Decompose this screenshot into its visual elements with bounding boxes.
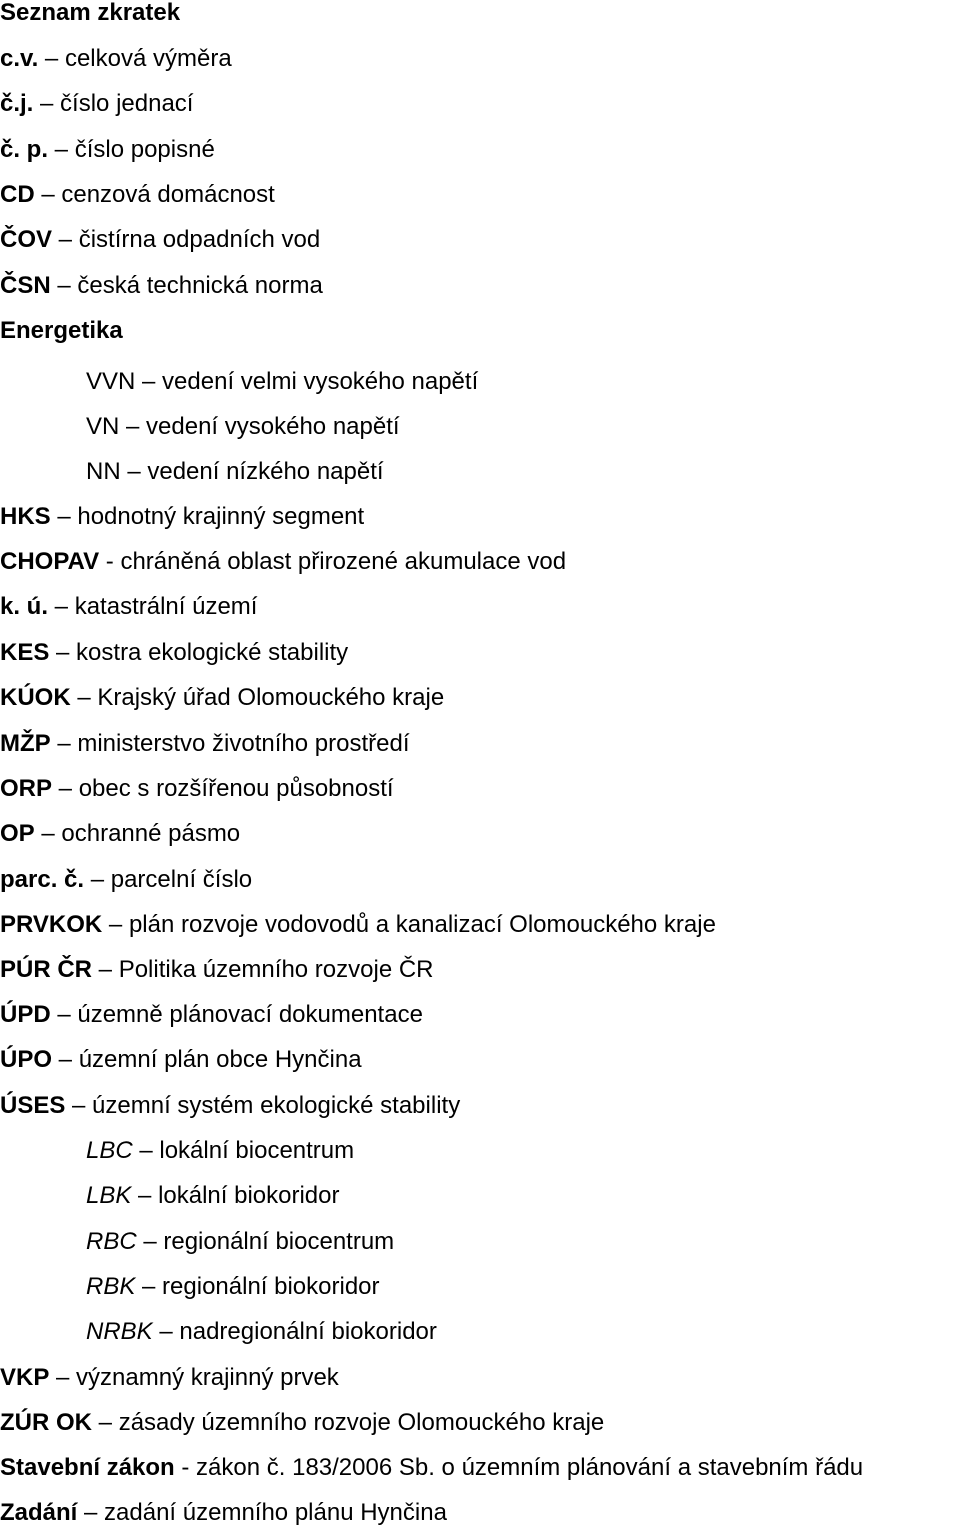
abbreviation-separator: – xyxy=(33,90,61,117)
abbreviation-separator: – xyxy=(120,458,148,485)
abbreviation-definition: čistírna odpadních vod xyxy=(78,226,321,253)
abbreviation-term: PÚR ČR xyxy=(0,956,93,983)
abbreviation-separator: – xyxy=(119,413,147,440)
abbreviation-definition: zadání územního plánu Hynčina xyxy=(104,1499,447,1526)
abbreviation-row xyxy=(86,1182,340,1210)
abbreviation-term: CD xyxy=(0,181,35,208)
abbreviation-term: Stavební zákon xyxy=(0,1454,175,1481)
abbreviation-definition: Krajský úřad Olomouckého kraje xyxy=(97,684,445,711)
abbreviation-row xyxy=(0,1499,447,1527)
page-title: Seznam zkratek xyxy=(0,0,181,26)
abbreviation-row xyxy=(0,1454,863,1482)
abbreviation-separator: – xyxy=(92,1409,119,1436)
abbreviation-separator: – xyxy=(52,1046,79,1073)
abbreviation-term: č. p. xyxy=(0,136,49,163)
abbreviation-definition: regionální biokoridor xyxy=(162,1273,380,1300)
abbreviation-separator: – xyxy=(52,775,79,802)
abbreviation-row xyxy=(86,368,478,396)
abbreviation-definition: vedení nízkého napětí xyxy=(147,458,384,485)
abbreviation-term: CHOPAV xyxy=(0,548,100,575)
abbreviation-row xyxy=(0,90,193,118)
abbreviation-separator: - xyxy=(99,548,121,575)
abbreviation-row xyxy=(86,1318,437,1346)
abbreviation-term: NN xyxy=(86,458,121,485)
abbreviation-row xyxy=(0,1001,423,1029)
abbreviation-definition: územní plán obce Hynčina xyxy=(78,1046,362,1073)
abbreviation-row xyxy=(0,775,394,803)
abbreviation-separator: – xyxy=(52,226,79,253)
abbreviation-term: ČSN xyxy=(0,272,51,299)
abbreviation-separator: – xyxy=(50,730,78,757)
abbreviation-definition: česká technická norma xyxy=(77,272,323,299)
abbreviation-term: ÚPO xyxy=(0,1046,53,1073)
abbreviation-definition: ochranné pásmo xyxy=(61,820,241,847)
abbreviation-row xyxy=(86,1273,380,1301)
abbreviation-separator: – xyxy=(92,956,119,983)
abbreviation-term: LBC xyxy=(86,1137,133,1164)
abbreviation-definition: plán rozvoje vodovodů a kanalizací Olomouckého kraje xyxy=(128,911,716,938)
abbreviation-row xyxy=(86,1228,394,1256)
abbreviation-separator: – xyxy=(50,1001,78,1028)
abbreviation-row xyxy=(0,503,364,531)
abbreviation-term: OP xyxy=(0,820,35,847)
abbreviation-row xyxy=(0,548,566,576)
abbreviation-separator: – xyxy=(70,684,98,711)
abbreviation-term: VVN xyxy=(86,368,136,395)
abbreviation-definition: zákon č. 183/2006 Sb. o územním plánování a stavebním řádu xyxy=(196,1454,864,1481)
abbreviation-definition: vedení vysokého napětí xyxy=(146,413,400,440)
abbreviation-term: KÚOK xyxy=(0,684,71,711)
abbreviation-definition: číslo popisné xyxy=(74,136,215,163)
abbreviation-term: ČOV xyxy=(0,226,53,253)
abbreviation-row xyxy=(86,1137,354,1165)
abbreviation-row xyxy=(0,684,444,712)
abbreviation-term: Zadání xyxy=(0,1499,78,1526)
abbreviation-term: PRVKOK xyxy=(0,911,103,938)
abbreviation-row xyxy=(0,639,348,667)
abbreviation-definition: ministerstvo životního prostředí xyxy=(77,730,410,757)
abbreviation-term: MŽP xyxy=(0,730,51,757)
abbreviation-separator: – xyxy=(65,1092,93,1119)
abbreviation-separator: – xyxy=(84,866,111,893)
abbreviation-separator: – xyxy=(132,1137,160,1164)
abbreviation-term: č.j. xyxy=(0,90,34,117)
abbreviation-row xyxy=(0,317,123,345)
abbreviation-row xyxy=(0,866,252,894)
abbreviation-definition: územně plánovací dokumentace xyxy=(77,1001,423,1028)
abbreviation-separator: – xyxy=(38,45,65,72)
abbreviation-row xyxy=(0,730,410,758)
abbreviation-definition: hodnotný krajinný segment xyxy=(77,503,365,530)
abbreviation-definition: chráněná oblast přirozené akumulace vod xyxy=(120,548,567,575)
abbreviation-term: Energetika xyxy=(0,317,123,344)
abbreviation-separator: – xyxy=(102,911,129,938)
abbreviation-row xyxy=(0,1046,362,1074)
abbreviation-separator: – xyxy=(77,1499,105,1526)
abbreviation-definition: významný krajinný prvek xyxy=(76,1364,339,1391)
abbreviation-term: RBK xyxy=(86,1273,136,1300)
abbreviation-separator: – xyxy=(135,1273,163,1300)
abbreviation-definition: číslo jednací xyxy=(60,90,194,117)
abbreviation-term: ÚSES xyxy=(0,1092,66,1119)
abbreviation-term: k. ú. xyxy=(0,593,49,620)
abbreviation-definition: zásady územního rozvoje Olomouckého kraje xyxy=(118,1409,605,1436)
abbreviation-separator: – xyxy=(49,1364,77,1391)
abbreviation-separator: – xyxy=(34,181,62,208)
abbreviation-row xyxy=(0,820,240,848)
abbreviation-definition: územní systém ekologické stability xyxy=(92,1092,461,1119)
abbreviation-separator: – xyxy=(48,136,75,163)
abbreviation-definition: kostra ekologické stability xyxy=(76,639,349,666)
abbreviation-separator: – xyxy=(50,503,78,530)
abbreviation-definition: Politika územního rozvoje ČR xyxy=(118,956,434,983)
abbreviation-term: RBC xyxy=(86,1228,137,1255)
abbreviation-row xyxy=(0,956,434,984)
abbreviation-separator: – xyxy=(49,639,77,666)
abbreviation-term: VKP xyxy=(0,1364,50,1391)
abbreviation-definition: lokální biokoridor xyxy=(158,1182,340,1209)
abbreviation-definition: katastrální území xyxy=(74,593,258,620)
abbreviation-separator: – xyxy=(50,272,78,299)
abbreviation-separator: – xyxy=(34,820,62,847)
abbreviation-definition: regionální biocentrum xyxy=(163,1228,395,1255)
abbreviation-term: KES xyxy=(0,639,50,666)
abbreviation-definition: obec s rozšířenou působností xyxy=(78,775,394,802)
abbreviation-row xyxy=(0,911,716,939)
abbreviation-term: VN xyxy=(86,413,120,440)
abbreviation-definition: vedení velmi vysokého napětí xyxy=(162,368,479,395)
abbreviation-separator: – xyxy=(152,1318,180,1345)
abbreviation-separator: - xyxy=(174,1454,197,1481)
abbreviation-definition: celková výměra xyxy=(64,45,232,72)
abbreviation-row xyxy=(0,593,257,621)
abbreviation-term: ZÚR OK xyxy=(0,1409,92,1436)
abbreviation-term: ORP xyxy=(0,775,53,802)
abbreviation-separator: – xyxy=(135,368,163,395)
abbreviation-row xyxy=(86,458,384,486)
abbreviation-row xyxy=(0,136,215,164)
abbreviation-separator: – xyxy=(48,593,75,620)
abbreviation-term: ÚPD xyxy=(0,1001,51,1028)
abbreviation-term: HKS xyxy=(0,503,51,530)
abbreviation-row xyxy=(86,413,400,441)
abbreviation-term: LBK xyxy=(86,1182,132,1209)
abbreviation-row xyxy=(0,226,320,254)
abbreviation-definition: nadregionální biokoridor xyxy=(179,1318,437,1345)
abbreviation-row xyxy=(0,45,232,73)
abbreviation-definition: lokální biocentrum xyxy=(159,1137,355,1164)
abbreviation-term: c.v. xyxy=(0,45,39,72)
abbreviation-separator: – xyxy=(136,1228,164,1255)
abbreviation-row xyxy=(0,1092,460,1120)
abbreviation-row xyxy=(0,272,323,300)
abbreviation-term: parc. č. xyxy=(0,866,85,893)
abbreviation-definition: parcelní číslo xyxy=(110,866,253,893)
abbreviation-separator: – xyxy=(131,1182,159,1209)
abbreviation-term: NRBK xyxy=(86,1318,153,1345)
abbreviation-definition: cenzová domácnost xyxy=(61,181,275,208)
abbreviation-row xyxy=(0,181,275,209)
abbreviation-row xyxy=(0,1409,604,1437)
abbreviation-row xyxy=(0,1364,339,1392)
